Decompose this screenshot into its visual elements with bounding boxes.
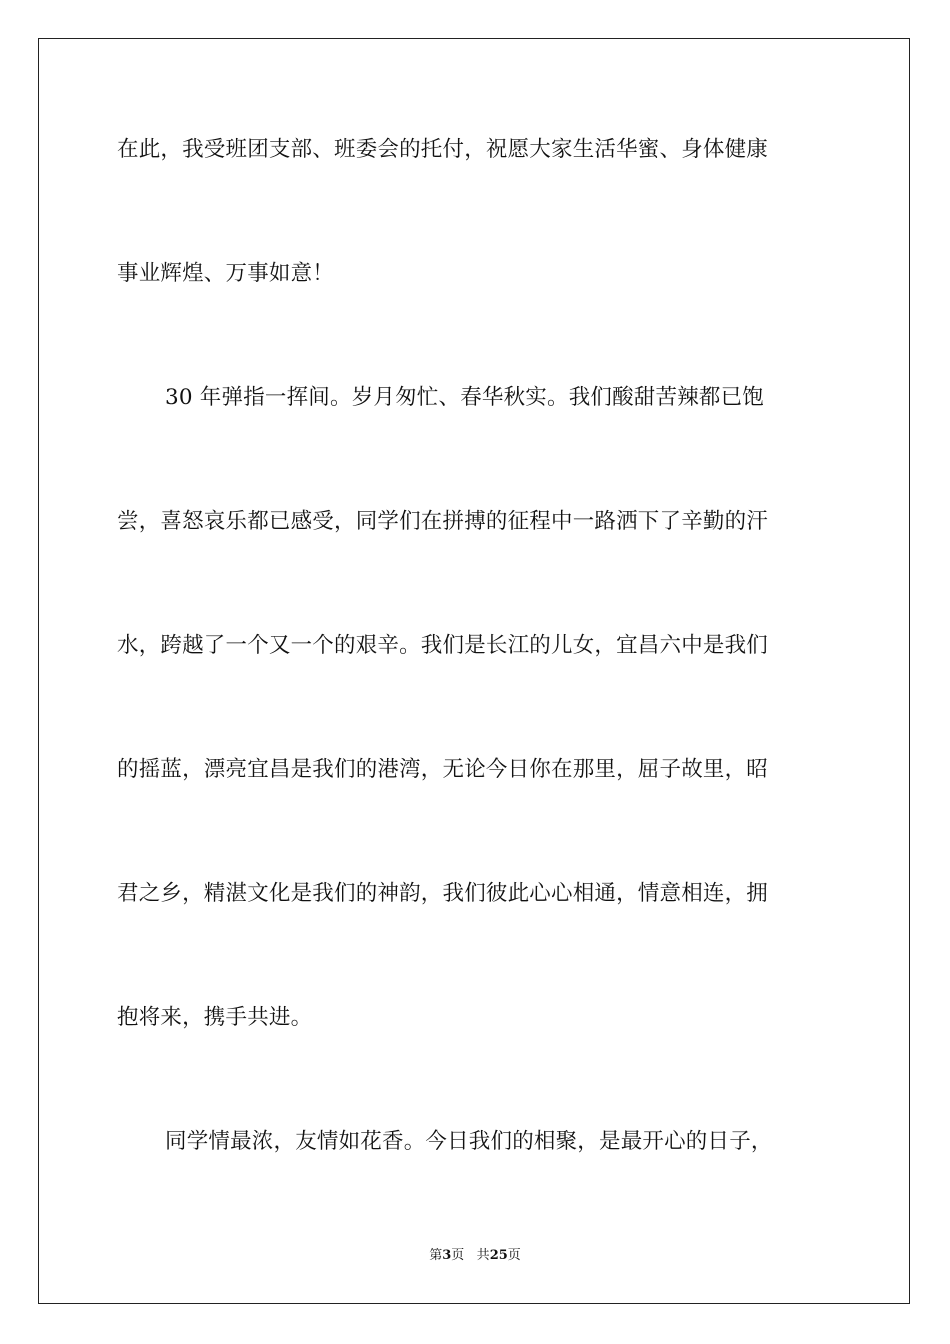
page-prefix: 第 <box>429 1248 443 1263</box>
page-border <box>38 38 910 1304</box>
total-prefix: 共 <box>476 1248 490 1263</box>
text-line-2: 事业辉煌、万事如意！ <box>117 261 335 286</box>
text-line-7: 君之乡，精湛文化是我们的神韵，我们彼此心心相通，情意相连，拥 <box>117 881 769 906</box>
text-line-5: 水，跨越了一个又一个的艰辛。我们是长江的儿女，宜昌六中是我们 <box>117 633 769 658</box>
total-pages: 25 <box>489 1248 508 1263</box>
text-line-9: 同学情最浓，友情如花香。今日我们的相聚，是最开心的日子， <box>165 1129 773 1154</box>
text-line-3: 30 年弹指一挥间。岁月匆忙、春华秋实。我们酸甜苦辣都已饱 <box>165 385 764 410</box>
text-line-4: 尝，喜怒哀乐都已感受，同学们在拼搏的征程中一路洒下了辛勤的汗 <box>117 509 769 534</box>
page-suffix: 页 <box>451 1248 465 1263</box>
text-line-8: 抱将来，携手共进。 <box>117 1005 313 1030</box>
total-suffix: 页 <box>507 1248 521 1263</box>
page-number: 3 <box>442 1248 452 1263</box>
text-line-6: 的摇蓝，漂亮宜昌是我们的港湾，无论今日你在那里，屈子故里，昭 <box>117 757 769 782</box>
text-line-1: 在此，我受班团支部、班委会的托付，祝愿大家生活华蜜、身体健康 <box>117 137 769 162</box>
page-footer <box>0 1248 950 1264</box>
